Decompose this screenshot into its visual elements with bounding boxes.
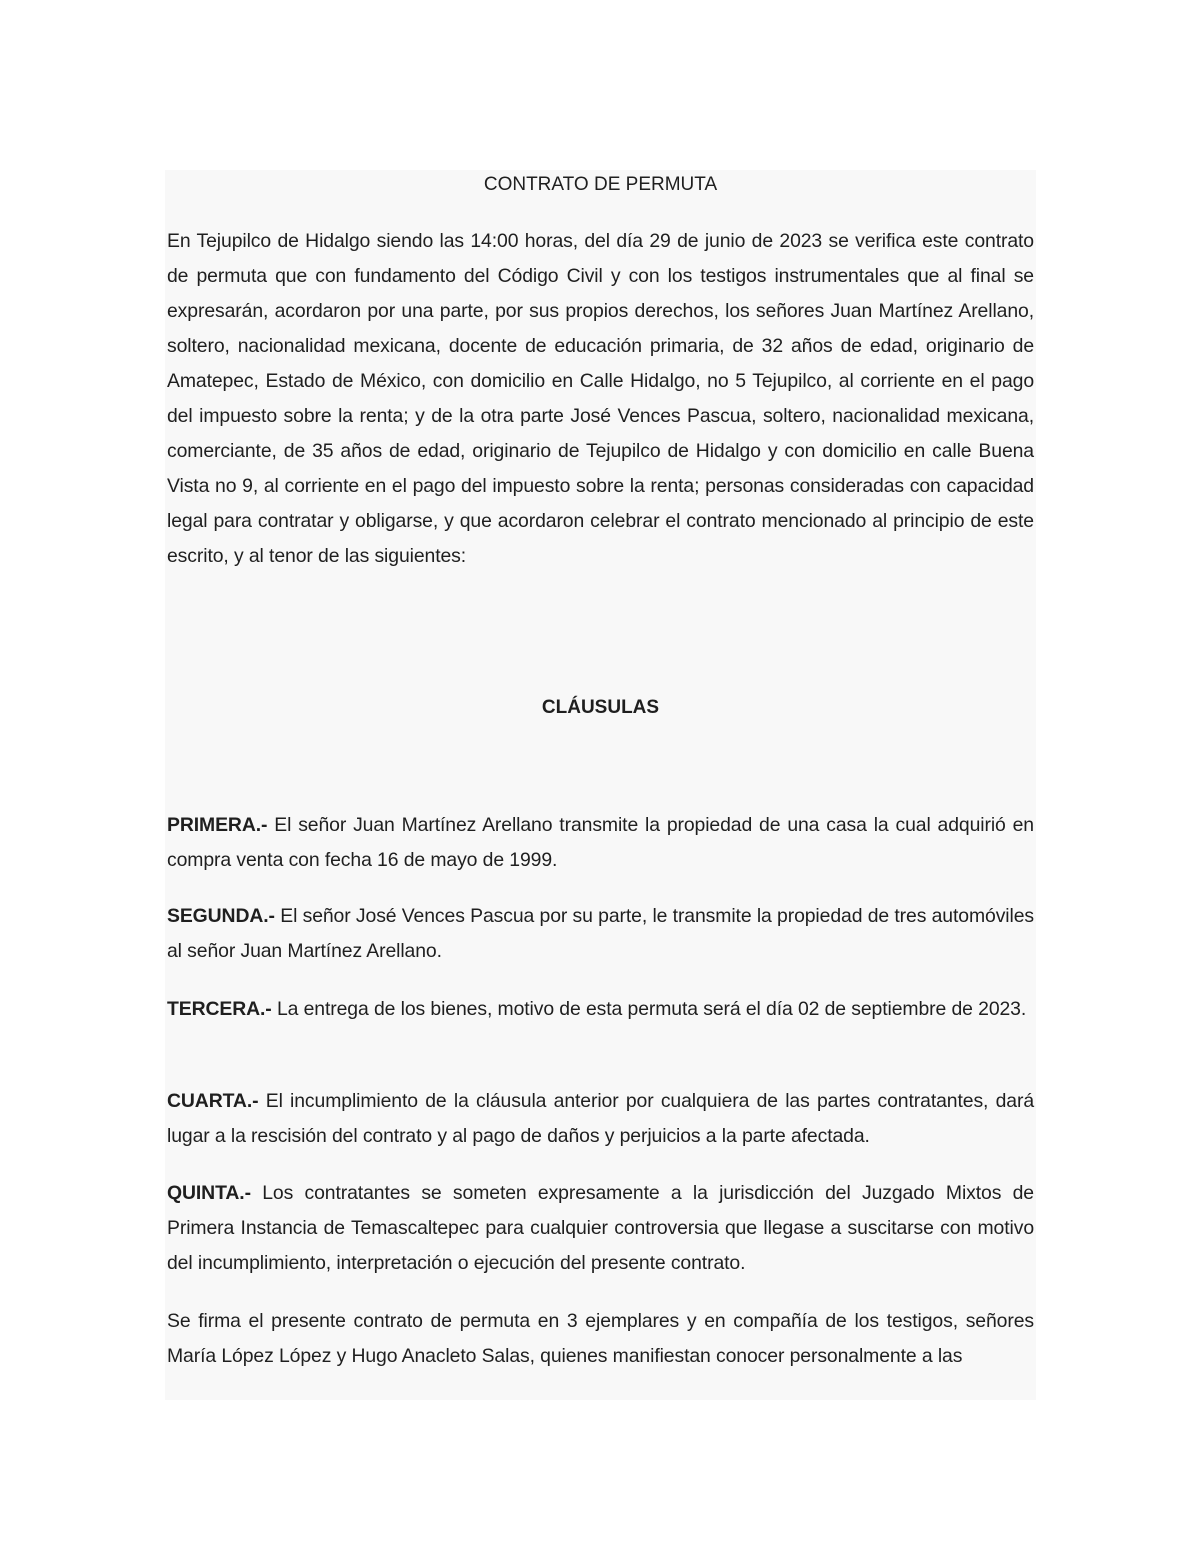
clause-text: El señor José Vences Pascua por su parte, le transmite la propiedad de tres automóviles al señor Juan Martínez Arellano. [167,905,1034,962]
clause-text: La entrega de los bienes, motivo de esta permuta será el día 02 de septiembre de 2023. [271,998,1027,1020]
document-page [165,170,1036,1400]
clause-segunda [167,899,1034,969]
clause-label: QUINTA.- [167,1182,251,1204]
closing-paragraph: Se firma el presente contrato de permuta en 3 ejemplares y en compañía de los testigos, señores María López López y Hugo Anacleto Salas, quienes manifiestan conocer personalmente a las [167,1310,1034,1367]
clause-cuarta [167,1084,1034,1154]
clause-label: SEGUNDA.- [167,905,275,927]
clause-primera [167,808,1034,878]
clause-text: Los contratantes se someten expresamente a la jurisdicción del Juzgado Mixtos de Primera Instancia de Temascaltepec para cualquier controversia que llegase a suscitarse con motivo del incumplimiento, interpretación o ejecución del presente contrato. [167,1182,1034,1274]
clause-text: El señor Juan Martínez Arellano transmite la propiedad de una casa la cual adquirió en compra venta con fecha 16 de mayo de 1999. [167,814,1034,871]
clausulas-heading: CLÁUSULAS [541,697,660,718]
document-title: CONTRATO DE PERMUTA [483,174,718,195]
clause-quinta [167,1176,1034,1281]
clause-label: CUARTA.- [167,1090,259,1112]
clause-text: El incumplimiento de la cláusula anterior por cualquiera de las partes contratantes, dará lugar a la rescisión del contrato y al pago de daños y perjuicios a la parte afectada. [167,1090,1034,1147]
clause-label: PRIMERA.- [167,814,268,836]
intro-paragraph: En Tejupilco de Hidalgo siendo las 14:00 horas, del día 29 de junio de 2023 se verifica este contrato de permuta que con fundamento del Código Civil y con los testigos instrumentales que al final se expresarán, acordaron por una parte, por sus propios derechos, los señores Juan Martínez Arellano, soltero, nacionalidad mexicana, docente de educación primaria, de 32 años de edad, originario de Amatepec, Estado de México, con domicilio en Calle Hidalgo, no 5 Tejupilco, al corriente en el pago del impuesto sobre la renta; y de la otra parte José Vences Pascua, soltero, nacionalidad mexicana, comerciante, de 35 años de edad, originario de Tejupilco de Hidalgo y con domicilio en calle Buena Vista no 9, al corriente en el pago del impuesto sobre la renta; personas consideradas con capacidad legal para contratar y obligarse, y que acordaron celebrar el contrato mencionado al principio de este escrito, y al tenor de las siguientes: [167,230,1034,567]
clause-label: TERCERA.- [167,998,272,1020]
clause-tercera [167,992,1034,1027]
